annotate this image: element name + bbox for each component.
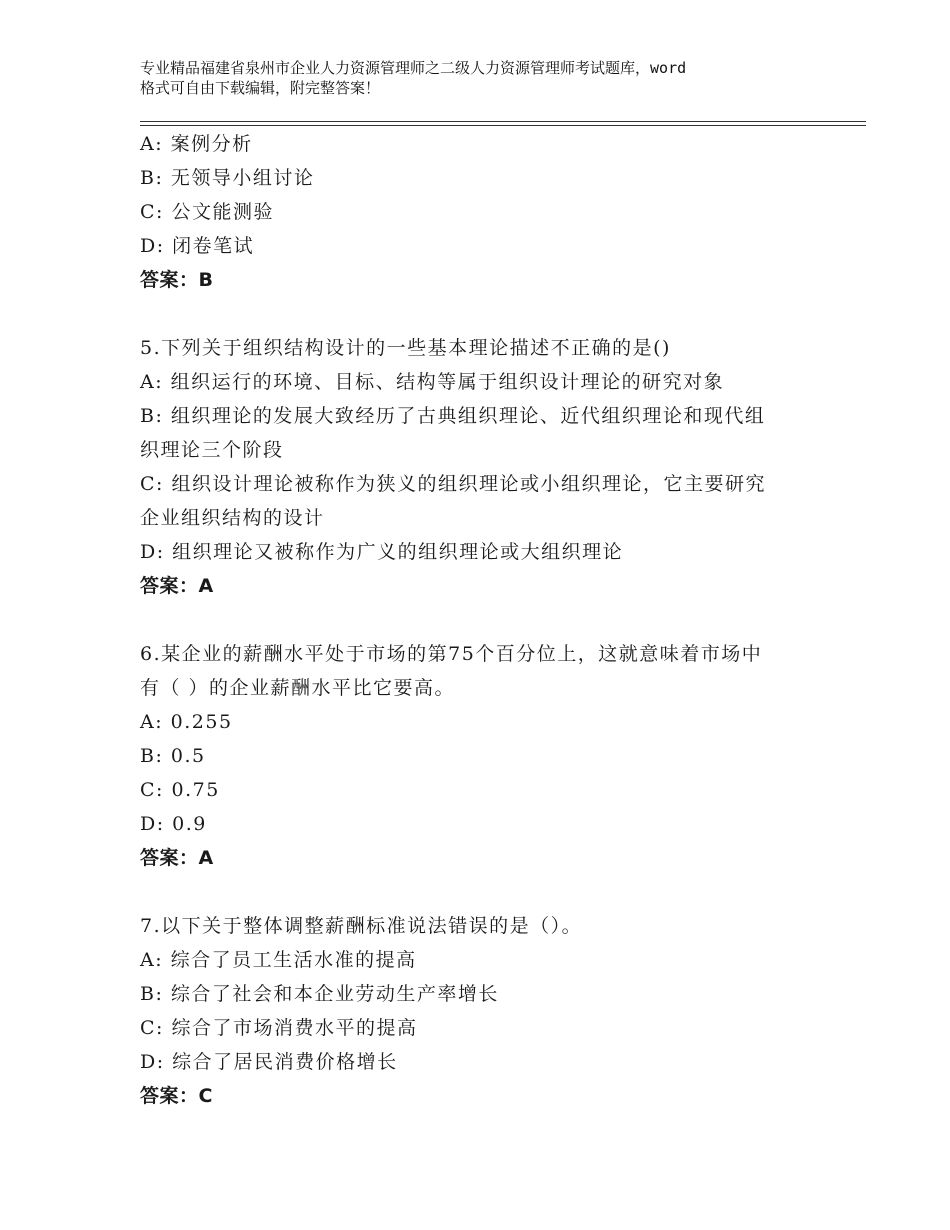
q5-option-b-line-2: 织理论三个阶段 (140, 439, 284, 461)
q5-answer: 答案：A (140, 575, 214, 597)
question-4 (140, 127, 820, 297)
q4-option-a: A: 案例分析 (140, 133, 253, 155)
q7-option-b: B: 综合了社会和本企业劳动生产率增长 (140, 983, 499, 1005)
q6-question-line-2: 有（ ）的企业薪酬水平比它要高。 (140, 677, 456, 699)
q6-answer: 答案：A (140, 847, 214, 869)
spacer (140, 297, 820, 331)
q5-option-b-line-1: B: 组织理论的发展大致经历了古典组织理论、近代组织理论和现代组 (140, 405, 766, 427)
q5-option-d: D: 组织理论又被称作为广义的组织理论或大组织理论 (140, 541, 624, 563)
page-header (140, 58, 830, 98)
q7-option-d: D: 综合了居民消费价格增长 (140, 1051, 398, 1073)
q4-option-c: C: 公文能测验 (140, 201, 274, 223)
header-line-1: 专业精品福建省泉州市企业人力资源管理师之二级人力资源管理师考试题库，word (140, 59, 687, 77)
header-double-rule (140, 121, 866, 126)
q6-option-c: C: 0.75 (140, 779, 220, 801)
question-6 (140, 637, 820, 875)
question-7 (140, 909, 820, 1113)
q6-question-line-1: 6.某企业的薪酬水平处于市场的第75个百分位上，这就意味着市场中 (140, 643, 763, 665)
q5-option-c-line-2: 企业组织结构的设计 (140, 507, 325, 529)
q5-question: 5.下列关于组织结构设计的一些基本理论描述不正确的是() (140, 337, 671, 359)
spacer (140, 875, 820, 909)
q7-question: 7.以下关于整体调整薪酬标准说法错误的是（）。 (140, 915, 583, 937)
q5-option-c-line-1: C: 组织设计理论被称作为狭义的组织理论或小组织理论，它主要研究 (140, 473, 766, 495)
q6-option-b: B: 0.5 (140, 745, 206, 767)
q7-answer: 答案：C (140, 1085, 213, 1107)
q7-option-a: A: 综合了员工生活水准的提高 (140, 949, 417, 971)
q7-option-c: C: 综合了市场消费水平的提高 (140, 1017, 418, 1039)
q5-option-a: A: 组织运行的环境、目标、结构等属于组织设计理论的研究对象 (140, 371, 725, 393)
question-5 (140, 331, 820, 603)
question-list (140, 127, 820, 1113)
spacer (140, 603, 820, 637)
q6-option-d: D: 0.9 (140, 813, 207, 835)
q4-option-b: B: 无领导小组讨论 (140, 167, 315, 189)
header-line-2: 格式可自由下载编辑，附完整答案！ (140, 79, 381, 97)
q4-option-d: D: 闭卷笔试 (140, 235, 255, 257)
q6-option-a: A: 0.255 (140, 711, 233, 733)
q4-answer: 答案：B (140, 269, 214, 291)
